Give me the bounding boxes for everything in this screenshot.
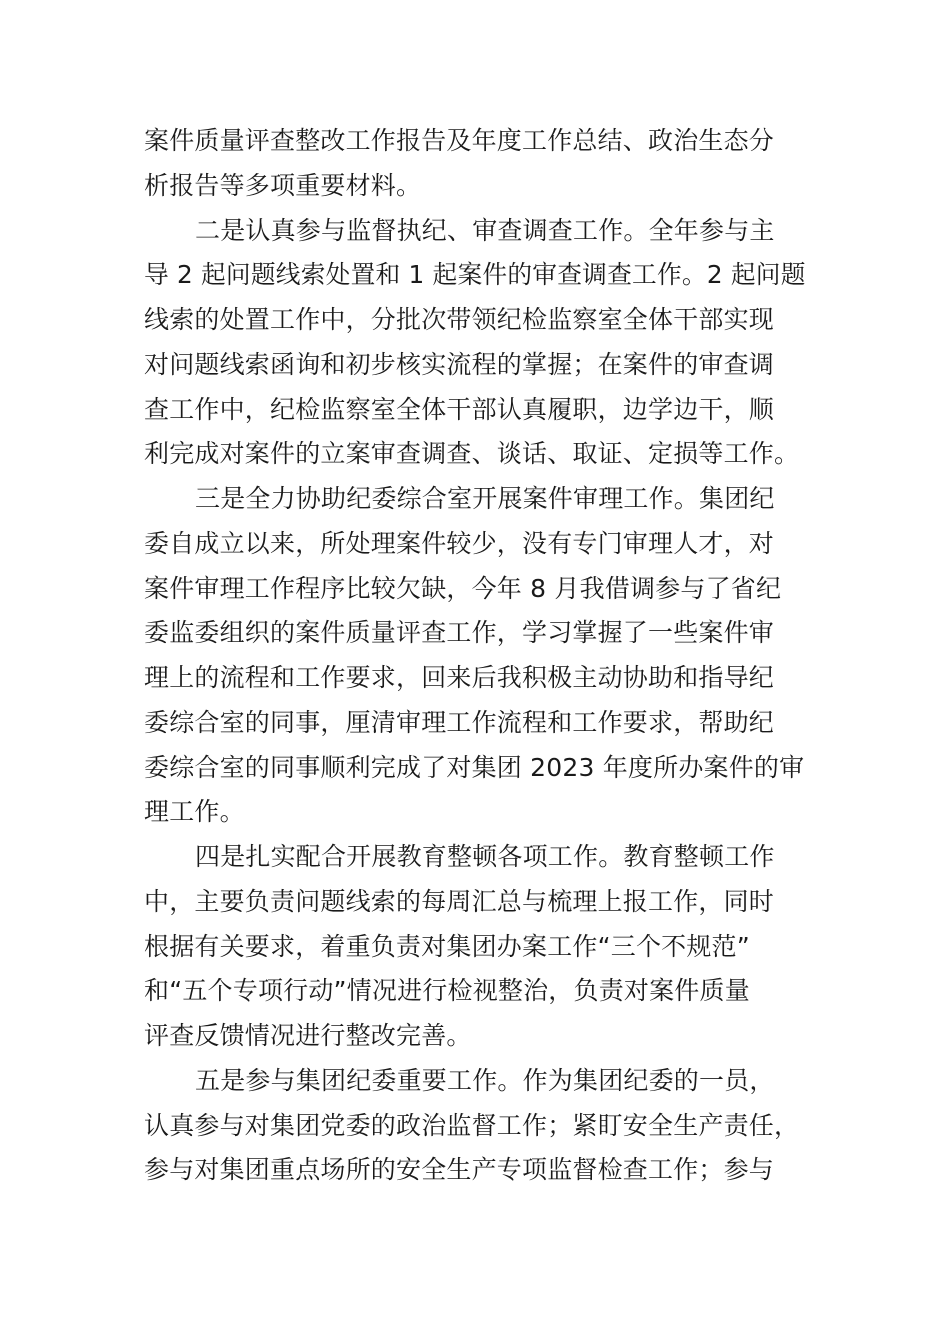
- text-line: 对问题线索函询和初步核实流程的掌握；在案件的审查调: [144, 350, 775, 379]
- paragraph-start-line: 四是扎实配合开展教育整顿各项工作。教育整顿工作: [195, 842, 775, 871]
- text-line: 导 2 起问题线索处置和 1 起案件的审查调查工作。2 起问题: [144, 260, 806, 289]
- paragraph-start-line: 三是全力协助纪委综合室开展案件审理工作。集团纪: [195, 484, 775, 513]
- text-line: 理上的流程和工作要求，回来后我积极主动协助和指导纪: [144, 663, 775, 692]
- text-line: 查工作中，纪检监察室全体干部认真履职，边学边干，顺: [144, 395, 775, 424]
- text-line: 案件质量评查整改工作报告及年度工作总结、政治生态分: [144, 126, 775, 155]
- paragraph-start-line: 五是参与集团纪委重要工作。作为集团纪委的一员，: [195, 1066, 775, 1095]
- text-line: 委综合室的同事，厘清审理工作流程和工作要求，帮助纪: [144, 708, 775, 737]
- text-line: 参与对集团重点场所的安全生产专项监督检查工作；参与: [144, 1155, 775, 1184]
- text-line: 中，主要负责问题线索的每周汇总与梳理上报工作，同时: [144, 887, 775, 916]
- text-line: 委自成立以来，所处理案件较少，没有专门审理人才，对: [144, 529, 775, 558]
- text-line: 认真参与对集团党委的政治监督工作；紧盯安全生产责任，: [144, 1111, 800, 1140]
- text-line: 理工作。: [144, 797, 245, 826]
- text-line: 根据有关要求，着重负责对集团办案工作“三个不规范”: [144, 932, 750, 961]
- text-line: 案件审理工作程序比较欠缺，今年 8 月我借调参与了省纪: [144, 574, 782, 603]
- text-line: 评查反馈情况进行整改完善。: [144, 1021, 472, 1050]
- paragraph-start-line: 二是认真参与监督执纪、审查调查工作。全年参与主: [195, 216, 775, 245]
- text-line: 线索的处置工作中，分批次带领纪检监察室全体干部实现: [144, 305, 775, 334]
- text-line: 委监委组织的案件质量评查工作，学习掌握了一些案件审: [144, 618, 775, 647]
- text-line: 委综合室的同事顺利完成了对集团 2023 年度所办案件的审: [144, 753, 805, 782]
- text-line: 利完成对案件的立案审查调查、谈话、取证、定损等工作。: [144, 439, 800, 468]
- text-line: 和“五个专项行动”情况进行检视整治，负责对案件质量: [144, 976, 750, 1005]
- text-line: 析报告等多项重要材料。: [144, 171, 422, 200]
